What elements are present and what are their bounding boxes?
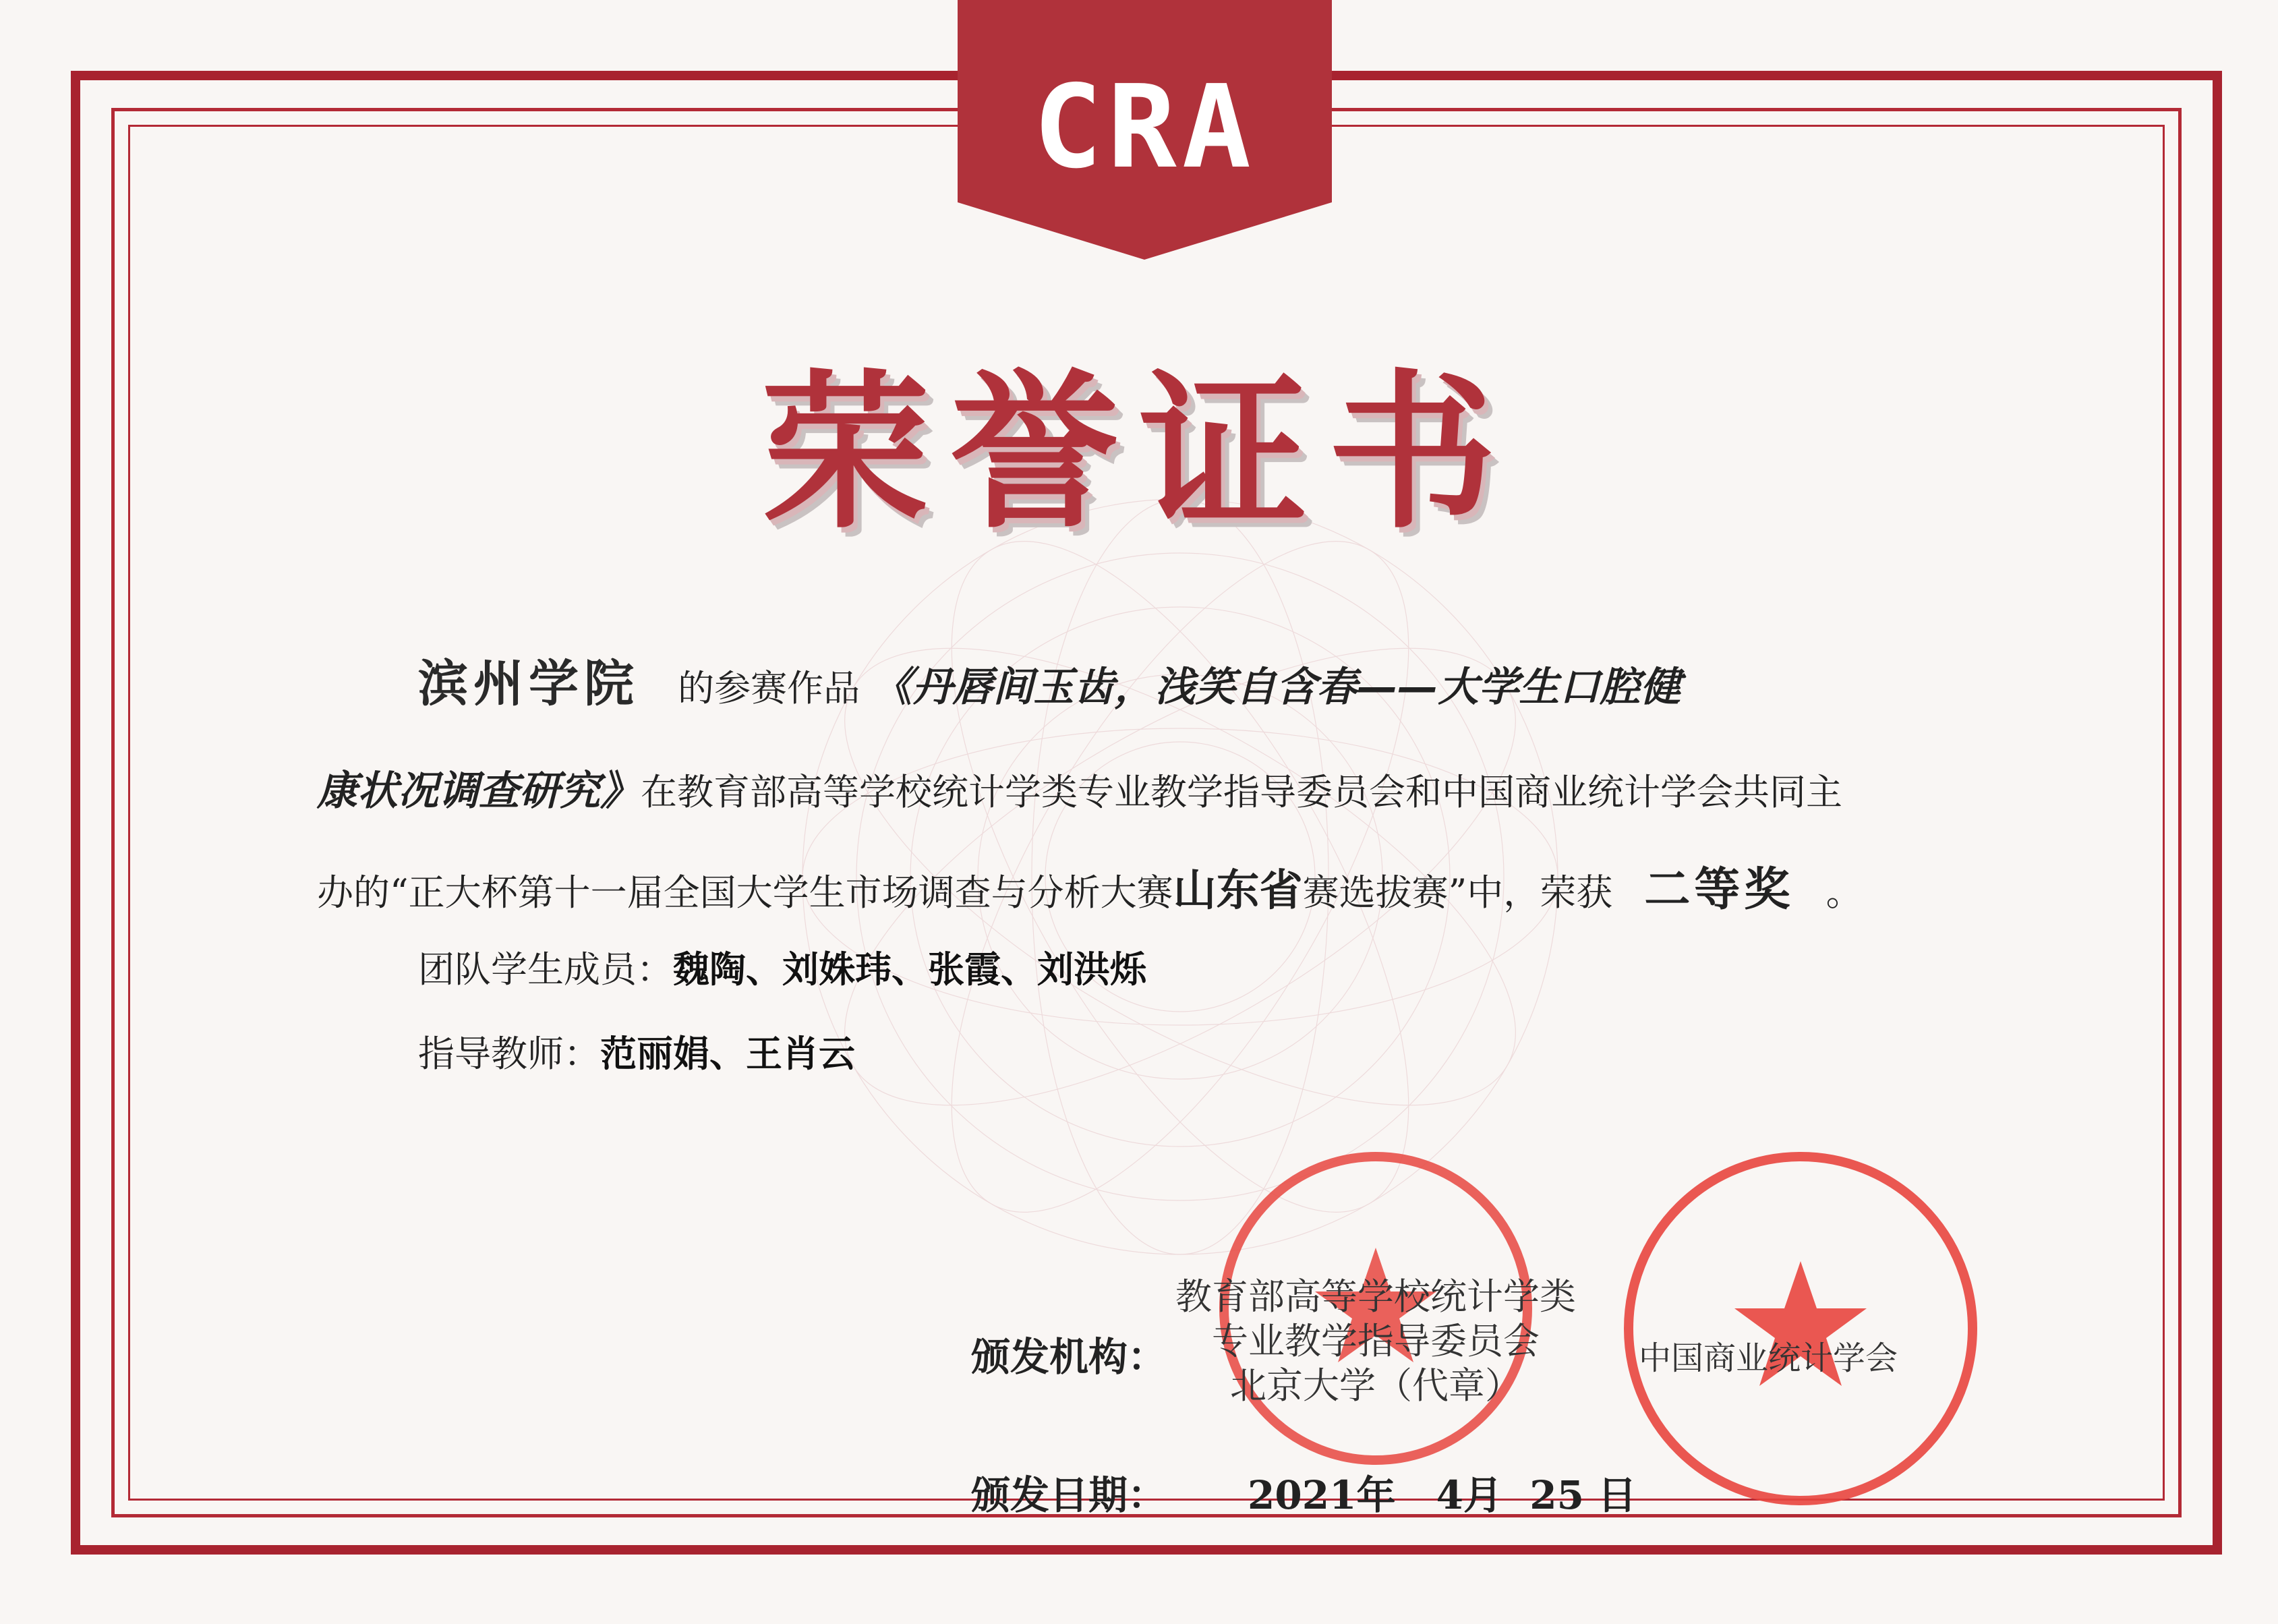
issuer-label: 颁发机构： [971, 1334, 1167, 1380]
work-title-part1: 《丹唇间玉齿，浅笑自含春——大学生口腔健 [871, 664, 1681, 711]
body-line-3 [317, 853, 1863, 919]
advisors-label: 指导教师： [418, 1033, 600, 1075]
province-name: 山东省 [1173, 866, 1303, 916]
date-year-unit: 年 [1356, 1472, 1396, 1518]
entry-text: 的参赛作品 [678, 667, 860, 709]
cra-logo-text: CRA [1032, 61, 1257, 194]
body-line-1 [418, 644, 1681, 716]
members-label: 团队学生成员： [418, 948, 673, 991]
selection-text: 赛选拔赛”中，荣获 [1302, 871, 1613, 914]
award-level: 二等奖 [1644, 863, 1794, 917]
organizer-text: 在教育部高等学校统计学类专业教学指导委员会和中国商业统计学会共同主 [641, 771, 1842, 813]
date-label: 颁发日期： [971, 1472, 1167, 1518]
school-name: 滨州学院 [418, 655, 639, 713]
advisors-names: 范丽娟、王肖云 [600, 1033, 855, 1075]
period: 。 [1826, 871, 1863, 914]
members-line [418, 941, 1146, 993]
commerce-statistics-seal [1618, 1147, 1983, 1511]
date-day-unit: 日 [1597, 1472, 1637, 1518]
body-line-2 [317, 759, 1842, 817]
date-day: 25 [1529, 1472, 1584, 1518]
issuer-block [1146, 1275, 1605, 1408]
issuer-line-2: 专业教学指导委员会 [1212, 1320, 1540, 1362]
issuer-2: 中国商业统计学会 [1639, 1339, 1898, 1377]
certificate-title: 荣誉证书 [761, 355, 1517, 551]
date-year: 2021 [1248, 1472, 1357, 1518]
work-title-part2: 康状况调查研究》 [317, 767, 641, 815]
issuer-line-1: 教育部高等学校统计学类 [1175, 1275, 1576, 1318]
issue-date [1248, 1463, 1637, 1520]
advisors-line [418, 1025, 855, 1077]
date-month-unit: 月 [1463, 1472, 1503, 1518]
date-month: 4 [1436, 1472, 1464, 1518]
contest-text: 办的“正大杯第十一届全国大学生市场调查与分析大赛 [317, 871, 1173, 914]
members-names: 魏陶、刘姝玮、张霞、刘洪烁 [673, 948, 1146, 991]
issuer-line-3: 北京大学（代章） [1230, 1364, 1521, 1407]
